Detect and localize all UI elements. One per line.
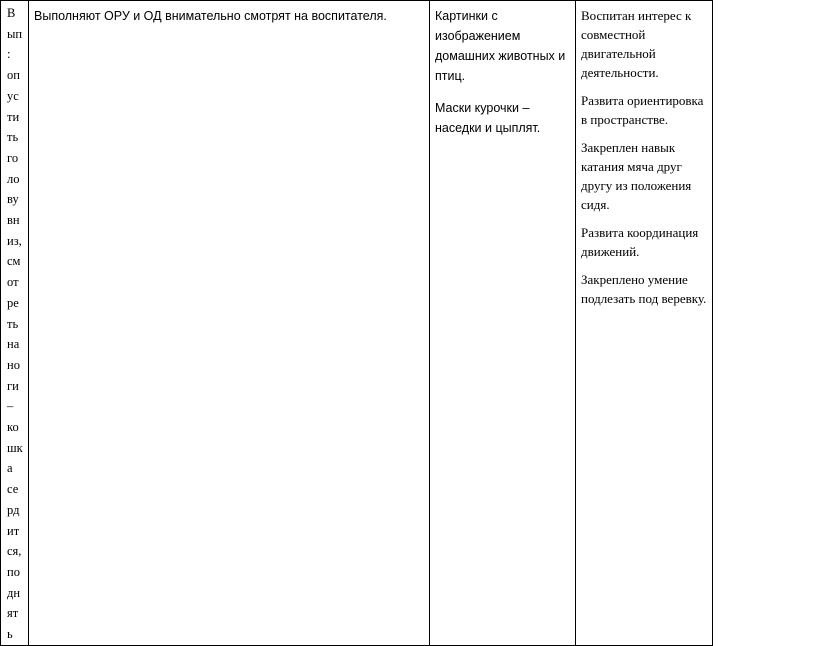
result-item: Закреплено умение подлезать под веревку. <box>581 272 707 306</box>
results-cell <box>576 1 713 646</box>
materials-item: Картинки с изображением домашних животных и птиц. <box>435 9 566 83</box>
children-activity-cell <box>29 1 430 646</box>
step-text: В ып : оп ус ти ть го ло ву вн из, см от ре ть на но ги – ко шк а се рд ит ся, по дн ят ь <box>7 6 23 642</box>
table-row <box>1 1 713 646</box>
result-item: Развита ориентировка в пространстве. <box>581 93 704 127</box>
children-activity-text: Выполняют ОРУ и ОД внимательно смотрят на воспитателя. <box>34 9 387 23</box>
step-cell <box>1 1 29 646</box>
result-item: Развита координация движений. <box>581 225 699 259</box>
materials-cell <box>430 1 576 646</box>
result-item: Воспитан интерес к совместной двигательной деятельности. <box>581 8 692 80</box>
materials-item: Маски курочки – наседки и цыплят. <box>435 101 541 135</box>
result-item: Закреплен навык катания мяча друг другу из положения сидя. <box>581 140 692 212</box>
